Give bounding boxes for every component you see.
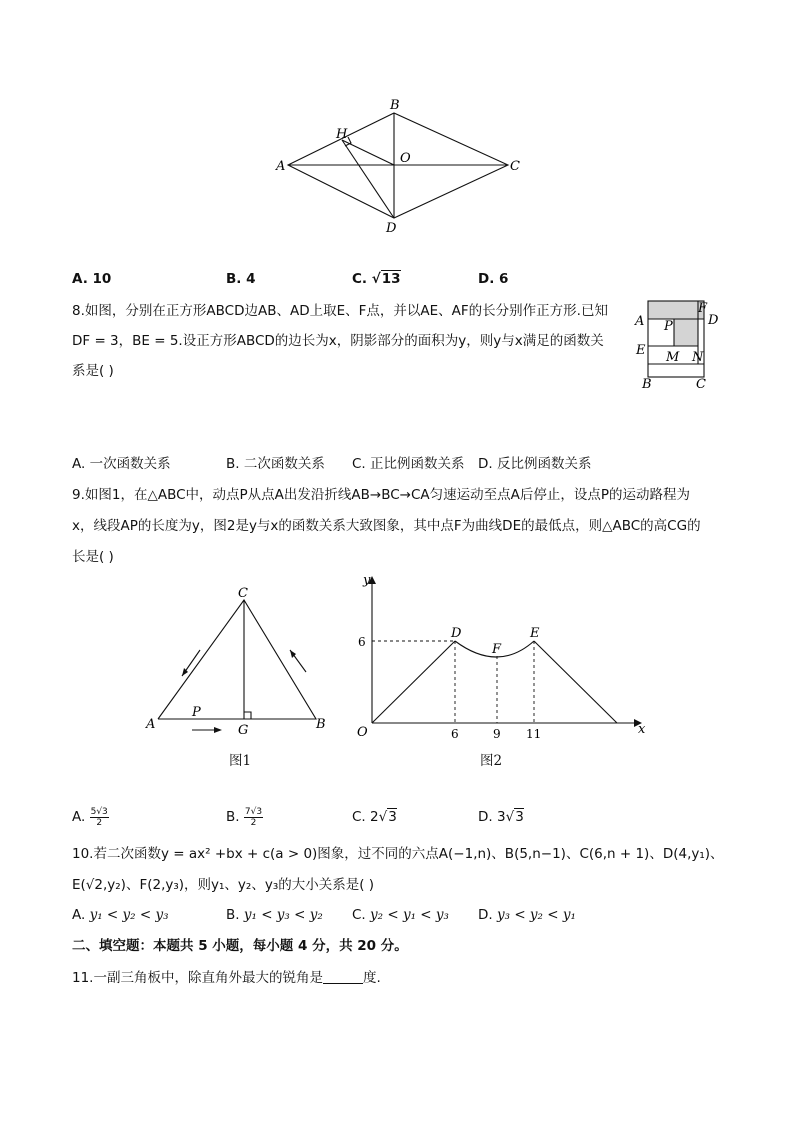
q9-option-b: B. $\frac{7√3}{2}$ — [226, 806, 263, 828]
label-C: C — [510, 159, 520, 174]
label-F: F — [492, 642, 502, 657]
label-B: B — [316, 717, 326, 732]
label-A: A — [635, 314, 645, 329]
q8-stem-line1: 8.如图，分别在正方形ABCD边AB、AD上取E、F点，并以AE、AF的长分别作正方形.已知 — [72, 303, 608, 319]
label-O: O — [400, 151, 411, 166]
q7-option-d: D. 6 — [478, 271, 509, 287]
q9-fig1-caption: 图1 — [229, 753, 252, 769]
q7-option-b: B. 4 — [226, 271, 256, 287]
label-H: H — [336, 127, 348, 142]
x-axis-label: x — [638, 722, 646, 737]
q8-option-a: A. 一次函数关系 — [72, 456, 171, 472]
q9-stem-line1: 9.如图1，在△ABC中，动点P从点A出发沿折线AB→BC→CA匀速运动至点A后停止，设点P的运动路程为 — [72, 487, 691, 503]
q8-stem-line3: 系是( ) — [72, 363, 114, 379]
q7-rhombus-figure — [270, 95, 530, 240]
q9-option-c: C. 2√3 — [352, 809, 397, 825]
x-tick-11: 11 — [526, 727, 542, 741]
answer-blank[interactable] — [323, 970, 363, 984]
x-tick-6: 6 — [451, 727, 459, 741]
q8-option-b: B. 二次函数关系 — [226, 456, 325, 472]
label-A: A — [146, 717, 156, 732]
q11-stem: 11.一副三角板中，除直角外最大的锐角是 度. — [72, 970, 381, 986]
q7-option-a: A. 10 — [72, 271, 112, 287]
label-P: P — [192, 705, 201, 720]
q8-option-d: D. 反比例函数关系 — [478, 456, 592, 472]
y-tick-6: 6 — [358, 635, 366, 649]
label-B: B — [390, 98, 400, 113]
q9-fig1-triangle — [140, 580, 340, 740]
label-E: E — [636, 343, 646, 358]
label-E: E — [530, 626, 540, 641]
label-C: C — [696, 377, 706, 392]
label-P: P — [664, 319, 673, 334]
q9-stem-line2: x，线段AP的长度为y，图2是y与x的函数关系大致图象，其中点F为曲线DE的最低点，则△ABC的高CG的 — [72, 518, 701, 534]
q10-option-c: C. y₂ < y₁ < y₃ — [352, 907, 449, 923]
label-D: D — [386, 221, 397, 236]
label-A: A — [276, 159, 286, 174]
label-M: M — [666, 350, 680, 365]
q10-stem-line1: 10.若二次函数y = ax² +bx + c(a > 0)图象，过不同的六点A(−1,n)、B(5,n−1)、C(6,n + 1)、D(4,y₁)、 — [72, 846, 724, 862]
label-N: N — [692, 350, 704, 365]
label-D: D — [451, 626, 462, 641]
q10-stem-line2: E(√2,y₂)、F(2,y₃)，则y₁、y₂、y₃的大小关系是( ) — [72, 877, 375, 893]
y-axis-label: y — [363, 573, 371, 588]
q7-option-c: C. √13 — [352, 271, 401, 287]
label-F: F — [698, 301, 708, 316]
q8-stem-line2: DF = 3，BE = 5.设正方形ABCD的边长为x，阴影部分的面积为y，则y与x满足的函数关 — [72, 333, 604, 349]
origin-label: O — [357, 725, 368, 740]
q10-option-b: B. y₁ < y₃ < y₂ — [226, 907, 323, 923]
x-tick-9: 9 — [493, 727, 501, 741]
label-G: G — [238, 723, 249, 738]
q9-option-d: D. 3√3 — [478, 809, 524, 825]
q10-option-d: D. y₃ < y₂ < y₁ — [478, 907, 576, 923]
q9-stem-line3: 长是( ) — [72, 549, 114, 565]
label-B: B — [642, 377, 652, 392]
q9-fig2-caption: 图2 — [480, 753, 503, 769]
section-heading: 二、填空题：本题共 5 小题，每小题 4 分，共 20 分。 — [72, 938, 408, 954]
q8-option-c: C. 正比例函数关系 — [352, 456, 465, 472]
q9-fig2-graph — [350, 568, 650, 748]
q10-option-a: A. y₁ < y₂ < y₃ — [72, 907, 169, 923]
label-C: C — [238, 586, 248, 601]
q9-option-a: A. $\frac{5√3}{2}$ — [72, 806, 108, 828]
q8-square-figure — [630, 296, 730, 392]
label-D: D — [708, 313, 719, 328]
